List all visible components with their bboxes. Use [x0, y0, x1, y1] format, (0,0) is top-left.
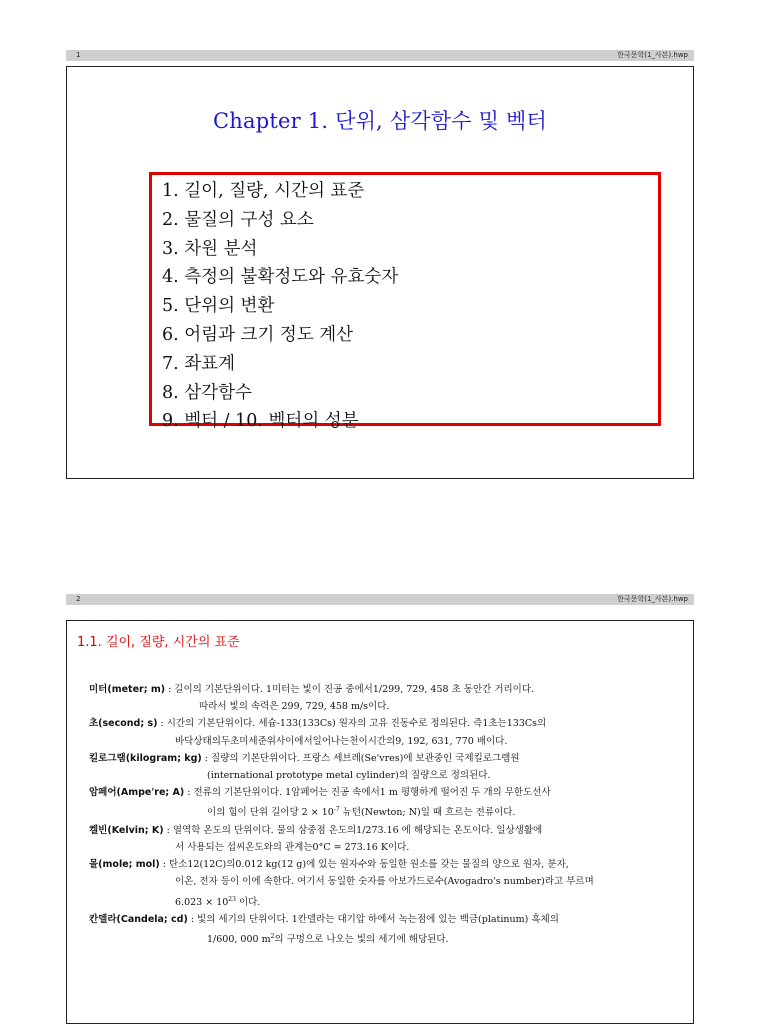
- exponent: -7: [333, 806, 340, 814]
- definition-text: 바닥상태의두초미세준위사이에서일어나는천이시간의9, 192, 631, 770 배이다.: [175, 735, 508, 747]
- page-header-1: [66, 50, 694, 61]
- definition-text: [89, 801, 689, 821]
- text-part: 의 구멍으로 나오는 빛의 세기에 해당된다.: [274, 934, 449, 946]
- toc-item: 8. 삼각함수: [162, 382, 252, 403]
- term: 초(second; s): [89, 718, 158, 730]
- definition-text: (international prototype metal cylinder)의 질량으로 정의된다.: [207, 770, 491, 782]
- slide-1: [66, 66, 694, 479]
- definition-text: : 열역학 온도의 단위이다. 물의 삼중점 온도의1/273.16 에 해당되는 온도이다. 일상생활에: [163, 824, 543, 836]
- file-name: 한국문학(1_사본).hwp: [617, 51, 688, 59]
- toc-item: 3. 차원 분석: [162, 238, 258, 259]
- page-number: 2: [76, 595, 81, 603]
- text-part: 뉴턴(Newton; N)일 때 흐르는 전류이다.: [339, 807, 516, 819]
- section-title: 1.1. 길이, 질량, 시간의 표준: [77, 635, 240, 650]
- toc-item: 7. 좌표계: [162, 353, 235, 374]
- page-header-2: [66, 594, 694, 605]
- exponent: 2: [270, 933, 275, 941]
- toc-item: 1. 길이, 질량, 시간의 표준: [162, 181, 365, 201]
- toc-item: 6. 어림과 크기 정도 계산: [162, 324, 354, 345]
- text-part: 6.023 × 10: [175, 896, 229, 908]
- definition-candela: [89, 911, 689, 949]
- definition-text: : 시간의 기본단위이다. 세슘-133(133Cs) 원자의 고유 진동수로 정의된다. 즉1초는133Cs의: [157, 718, 547, 730]
- definition-second: [89, 715, 689, 749]
- definition-text: [89, 928, 689, 948]
- definition-text: [89, 891, 689, 911]
- term: 켈빈(Kelvin; K): [89, 824, 164, 836]
- term: 칸델라(Candela; cd): [89, 913, 188, 925]
- toc-list: [162, 177, 398, 436]
- slide-2: [66, 620, 694, 1024]
- toc-item: 5. 단위의 변환: [162, 296, 275, 317]
- definition-meter: [89, 681, 689, 715]
- toc-box: [149, 172, 661, 432]
- toc-item: 4. 측정의 불확정도와 유효숫자: [162, 267, 399, 288]
- term: 암페어(Ampe're; A): [89, 787, 185, 799]
- chapter-title: Chapter 1. 단위, 삼각함수 및 벡터: [213, 109, 547, 133]
- term: 몰(mole; mol): [89, 859, 160, 871]
- definition-mole: [89, 856, 689, 911]
- term: 미터(meter; m): [89, 684, 166, 695]
- definition-text: : 질량의 기본단위이다. 프랑스 세브레(Se'vres)에 보관중인 국제킬로그램원: [201, 752, 520, 764]
- definition-text: 서 사용되는 섭씨온도와의 관계는0°C = 273.16 K이다.: [175, 841, 410, 853]
- definition-text: : 전류의 기본단위이다. 1암페어는 진공 속에서1 m 평행하게 떨어진 두 개의 무한도선사: [184, 787, 551, 799]
- definition-text: 따라서 빛의 속력은 299, 729, 458 m/s이다.: [199, 701, 390, 713]
- term: 킬로그램(kilogram; kg): [89, 752, 202, 764]
- toc-item: 9. 벡터 / 10. 벡터의 성분: [162, 411, 359, 432]
- page-number: 1: [76, 51, 81, 59]
- definition-kilogram: [89, 750, 689, 784]
- text-part: 이의 힘이 단위 길이당 2 × 10: [207, 807, 334, 819]
- definition-text: : 길이의 기본단위이다. 1미터는 빛이 진공 중에서1/299, 729, 458 초 동안간 거리이다.: [165, 684, 535, 695]
- definition-text: : 빛의 세기의 단위이다. 1칸델라는 대기압 하에서 녹는점에 있는 백금(platinum) 흑체의: [187, 913, 559, 925]
- definition-kelvin: [89, 822, 689, 856]
- text-part: 1/600, 000 m: [207, 934, 271, 946]
- definition-list: [89, 681, 689, 949]
- definition-ampere: [89, 784, 689, 822]
- exponent: 23: [228, 895, 236, 903]
- definition-text: : 탄소12(12C)의0.012 kg(12 g)에 있는 원자수와 동일한 원소를 갖는 물질의 양으로 원자, 분자,: [159, 859, 569, 871]
- file-name: 한국문학(1_사본).hwp: [617, 595, 688, 603]
- definition-text: 이온, 전자 등이 이에 속한다. 여기서 동일한 숫자를 아보가드로수(Avogadro's number)라고 부르며: [175, 876, 594, 888]
- toc-item: 2. 물질의 구성 요소: [162, 209, 314, 230]
- text-part: 이다.: [235, 896, 261, 908]
